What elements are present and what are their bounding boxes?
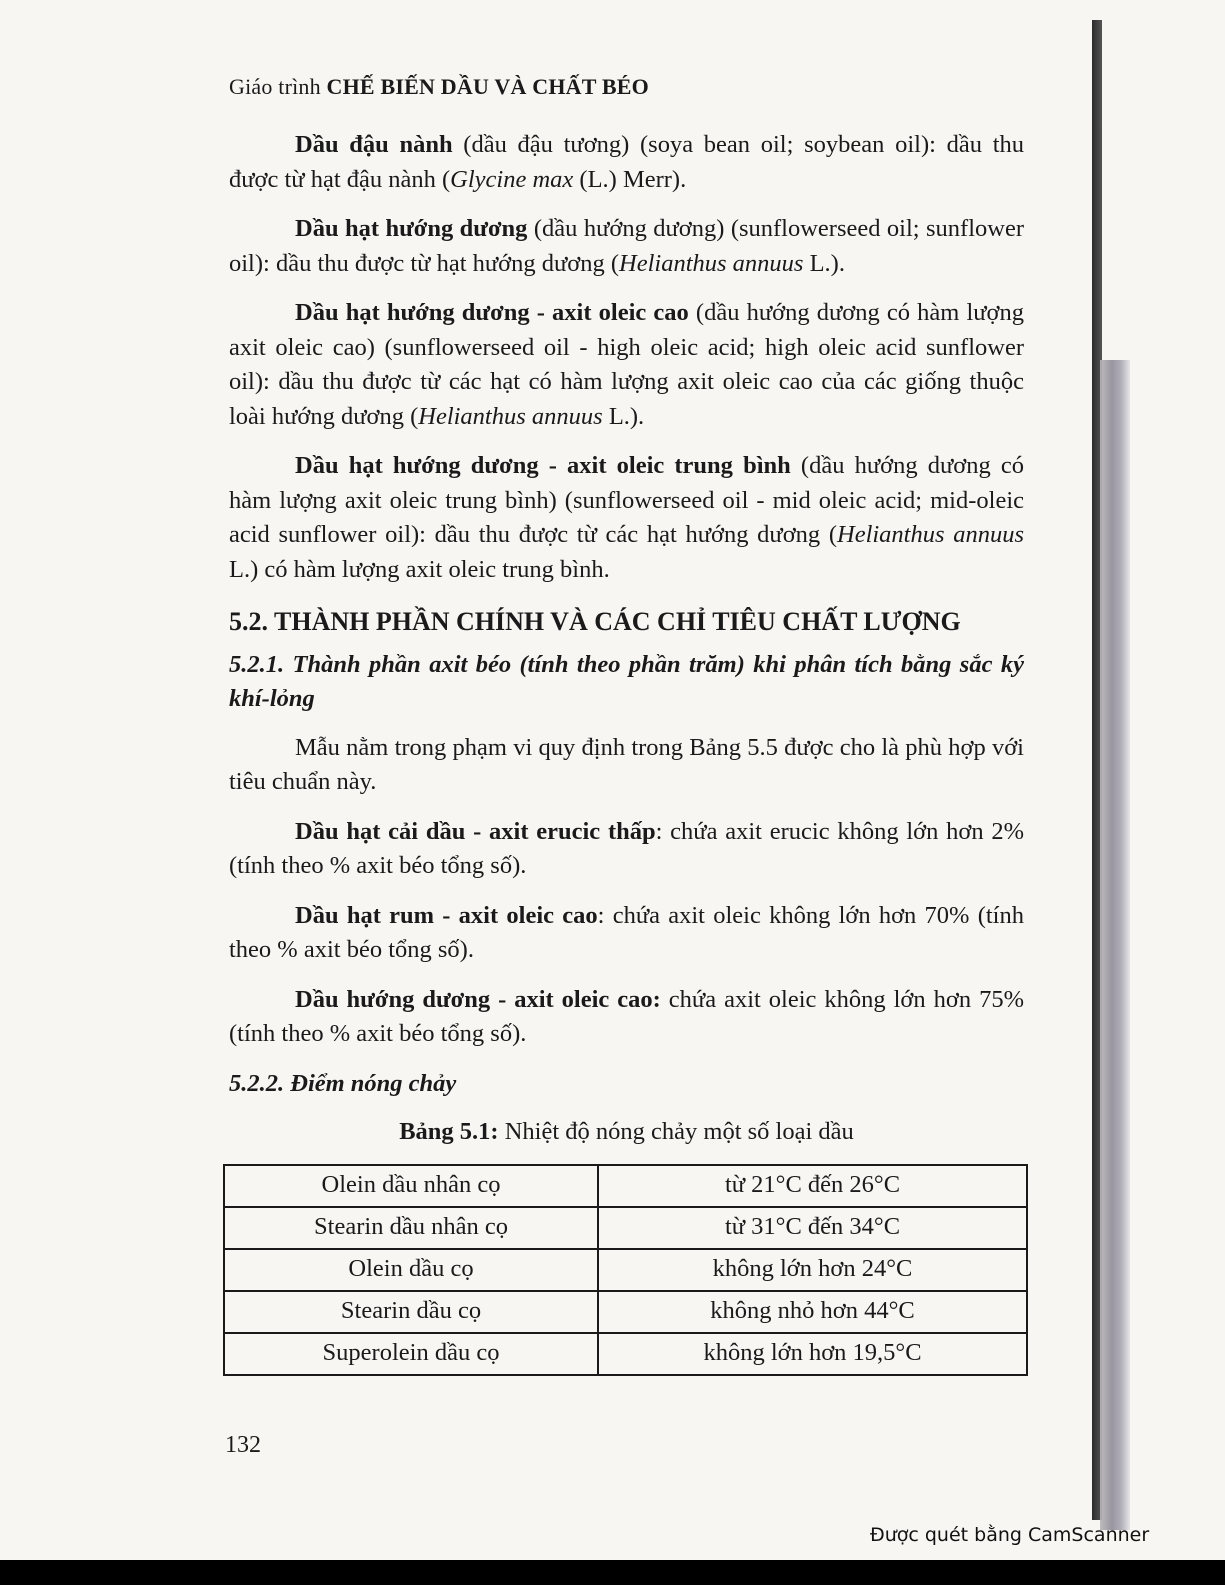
table-row (224, 1249, 1027, 1291)
table-row (224, 1207, 1027, 1249)
paragraph-text: : chứa axit oleic không lớn hơn 70% (tính theo % axit béo tổng số). (229, 901, 1024, 963)
scanner-watermark: Được quét bằng CamScanner (870, 1524, 1150, 1546)
table-cell-oil: Stearin dầu cọ (224, 1291, 598, 1333)
table-cell-oil: Olein dầu cọ (224, 1249, 598, 1291)
paragraph-text: (dầu hướng dương) (sunflowerseed oil; sunflower oil): dầu thu được từ hạt hướng dương ( (229, 215, 1024, 277)
running-header (229, 74, 649, 100)
paragraph-text: (dầu hướng dương có hàm lượng axit oleic cao) (sunflowerseed oil - high oleic acid; high oleic acid sunflower oil): dầu thu được từ các hạt có hàm lượng axit oleic cao của các giống thuộc loài hướng dương ( (229, 299, 1024, 430)
bottom-black-bar (0, 1560, 1225, 1585)
header-title: CHẾ BIẾN DẦU VÀ CHẤT BÉO (326, 74, 649, 99)
paragraph-safflower-high-oleic (229, 899, 1024, 968)
caption-text: Nhiệt độ nóng chảy một số loại dầu (498, 1118, 854, 1145)
paragraph-sunflower-mid-oleic (229, 449, 1024, 587)
species-name: Glycine max (450, 165, 574, 193)
paragraph-text: L.) có hàm lượng axit oleic trung bình. (229, 555, 610, 583)
term-bold: Dầu hạt hướng dương - axit oleic trung bình (295, 452, 791, 479)
subsection-heading-melting-point: 5.2.2. Điểm nóng chảy (229, 1069, 457, 1097)
section-heading: 5.2. THÀNH PHẦN CHÍNH VÀ CÁC CHỈ TIÊU CHẤT LƯỢNG (229, 607, 961, 636)
term-bold: Dầu đậu nành (295, 131, 453, 158)
table-cell-melting-point: từ 31°C đến 34°C (598, 1207, 1027, 1249)
paragraph-text: L.). (803, 249, 845, 277)
table-cell-oil: Stearin dầu nhân cọ (224, 1207, 598, 1249)
paragraph-sunflower-high-oleic-limit (229, 983, 1024, 1052)
species-name: Helianthus annuus (619, 249, 804, 277)
paragraph-sunflower-oil (229, 212, 1024, 281)
paragraph-text: chứa axit oleic không lớn hơn 75% (tính theo % axit béo tổng số). (229, 985, 1024, 1047)
paragraph-sunflower-high-oleic (229, 296, 1024, 434)
table-cell-melting-point: không lớn hơn 19,5°C (598, 1333, 1027, 1375)
term-bold: Dầu hạt rum - axit oleic cao (295, 901, 598, 929)
term-bold: Dầu hạt hướng dương (295, 215, 528, 242)
term-bold: Dầu hạt hướng dương - axit oleic cao (295, 299, 689, 326)
paragraph-sample-range: Mẫu nằm trong phạm vi quy định trong Bảng 5.5 được cho là phù hợp với tiêu chuẩn này. (229, 733, 1024, 795)
paragraph-text: (L.) Merr). (573, 165, 687, 193)
page-edge-stack (1100, 360, 1130, 1530)
paragraph-soybean-oil (229, 128, 1024, 197)
table-cell-melting-point: không nhỏ hơn 44°C (598, 1291, 1027, 1333)
paragraph-text: L.). (602, 402, 645, 430)
term-bold: Dầu hướng dương - axit oleic cao: (295, 985, 661, 1013)
table-cell-oil: Superolein dầu cọ (224, 1333, 598, 1375)
table-cell-melting-point: từ 21°C đến 26°C (598, 1165, 1027, 1207)
table-cell-melting-point: không lớn hơn 24°C (598, 1249, 1027, 1291)
species-name: Helianthus annuus (837, 521, 1024, 548)
header-prefix: Giáo trình (229, 74, 321, 99)
paragraph-text: (dầu hướng dương có hàm lượng axit oleic trung bình) (sunflowerseed oil - mid oleic acid; mid-oleic acid sunflower oil): dầu thu được từ các hạt hướng dương ( (229, 452, 1024, 548)
table-row (224, 1165, 1027, 1207)
table-row (224, 1333, 1027, 1375)
subsection-heading-fatty-acids: 5.2.1. Thành phần axit béo (tính theo phần trăm) khi phân tích bằng sắc ký khí-lỏng (229, 650, 1024, 712)
table-caption (229, 1115, 1024, 1150)
table-cell-oil: Olein dầu nhân cọ (224, 1165, 598, 1207)
species-name: Helianthus annuus (418, 402, 603, 430)
term-bold: Dầu hạt cải dầu - axit erucic thấp (295, 817, 656, 845)
melting-point-table (223, 1164, 1028, 1376)
page-body (229, 128, 1024, 1376)
paragraph-text: (dầu đậu tương) (soya bean oil; soybean oil): dầu thu được từ hạt đậu nành ( (229, 131, 1025, 193)
caption-label: Bảng 5.1: (399, 1118, 499, 1145)
page-number: 132 (225, 1432, 261, 1458)
paragraph-text: : chứa axit erucic không lớn hơn 2% (tính theo % axit béo tổng số). (229, 817, 1024, 879)
table-row (224, 1291, 1027, 1333)
paragraph-rapeseed-low-erucic (229, 815, 1024, 884)
